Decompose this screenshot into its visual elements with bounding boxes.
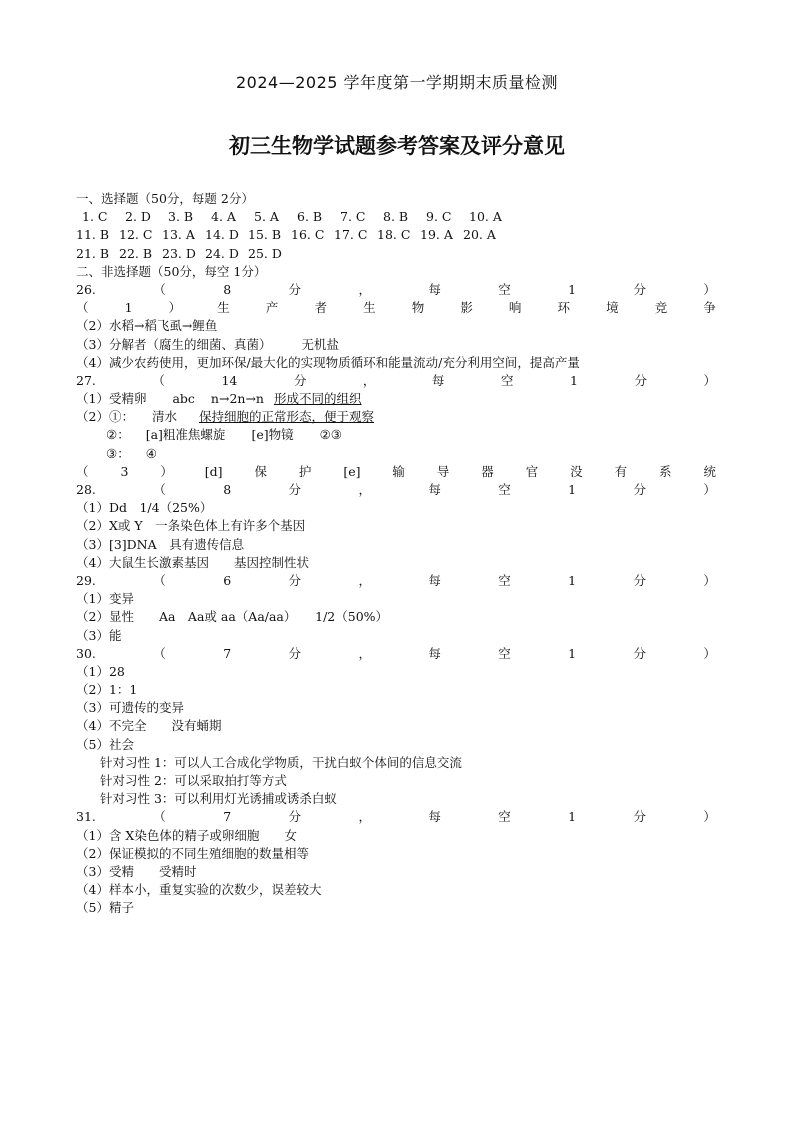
question-29-answer-3: （3）能	[76, 627, 122, 643]
choice-answer: 21. B	[76, 245, 110, 261]
question-28-header	[76, 481, 716, 499]
spread-token: 每	[428, 572, 441, 588]
choice-answer: 6. B	[297, 209, 323, 225]
spread-token: ）	[703, 645, 716, 661]
spread-token: 分	[288, 645, 302, 661]
spread-token: 8	[223, 482, 232, 497]
spread-token: 空	[498, 645, 511, 661]
spread-token: 26.	[76, 281, 96, 297]
spread-token: 30.	[76, 645, 96, 661]
answer-part: 保持细胞的正常形态，便于观察	[198, 409, 374, 425]
spread-token: ）	[703, 572, 716, 588]
spread-token: （	[153, 482, 166, 497]
question-30-answer-3: （3）可遗传的变异	[76, 700, 184, 716]
spread-token: 1	[568, 572, 577, 588]
spread-token: 分	[288, 809, 302, 825]
answer-part: 无机盐	[301, 336, 339, 352]
question-28-answer-4: （4）大鼠生长激素基因 基因控制性状	[76, 554, 309, 570]
choice-answer: 11. B	[76, 227, 110, 243]
spread-token: 1	[568, 281, 577, 297]
choice-answer: 12. C	[119, 227, 153, 243]
spread-token: 影	[460, 300, 473, 316]
choice-answer: 24. D	[205, 245, 239, 261]
answer-part: n→2n→n	[210, 391, 264, 407]
spread-token: 每	[428, 281, 441, 297]
spread-token: ）	[168, 300, 182, 316]
spread-token: 28.	[76, 482, 96, 497]
answer-part: （2）①：	[76, 409, 134, 425]
spread-token: 护	[298, 463, 312, 479]
spread-token: 响	[508, 300, 522, 316]
spread-token: 系	[659, 463, 672, 479]
question-27-header	[76, 372, 716, 390]
spread-token: 分	[633, 572, 647, 588]
question-31-header	[76, 808, 716, 826]
answer-part: 清水	[151, 409, 177, 425]
question-30-habit-2: 针对习性 2：可以采取拍打等方式	[100, 773, 287, 788]
spread-token: 每	[428, 809, 441, 825]
spread-token: ，	[358, 482, 371, 497]
spread-token: ，	[358, 809, 371, 825]
question-30-header	[76, 645, 716, 663]
spread-token: 分	[288, 281, 302, 297]
choice-answer: 8. B	[383, 209, 409, 225]
spread-token: （	[153, 645, 166, 661]
question-31-answer-5: （5）精子	[76, 900, 134, 916]
spread-token: 有	[614, 463, 628, 479]
spread-token: ，	[358, 572, 371, 588]
document-title: 初三生物学试题参考答案及评分意见	[229, 134, 565, 158]
spread-token: 生	[363, 300, 376, 316]
choice-answer: 16. C	[291, 227, 325, 243]
question-26-header	[76, 281, 716, 299]
choice-answer: 19. A	[420, 227, 453, 243]
question-27-answer-2	[76, 408, 716, 426]
spread-token: 7	[223, 809, 232, 825]
answer-key-body	[76, 190, 716, 918]
choice-answer: 3. B	[168, 209, 194, 225]
question-31-answer-2: （2）保证模拟的不同生殖细胞的数量相等	[76, 845, 309, 861]
section-heading-choice: 一、选择题（50分，每题 2分）	[76, 191, 254, 206]
spread-token: 分	[288, 482, 302, 497]
spread-token: ）	[160, 463, 173, 479]
choice-answer: 10. A	[469, 209, 502, 225]
spread-token: ）	[703, 372, 716, 388]
answer-part: [e]物镜	[251, 427, 294, 443]
choice-answer: 13. A	[162, 227, 195, 243]
answer-part: （1）受精卵	[76, 391, 147, 407]
spread-token: 竞	[654, 300, 668, 316]
choice-answer: 2. D	[125, 209, 151, 225]
spread-token: （	[76, 463, 89, 479]
choice-answer: 22. B	[119, 245, 153, 261]
spread-token: 每	[431, 372, 445, 388]
question-26-answer-3	[76, 336, 716, 354]
spread-token: 1	[124, 300, 133, 316]
choice-answer: 9. C	[426, 209, 452, 225]
spread-token: 分	[633, 809, 647, 825]
question-30-answer-4: （4）不完全 没有蛹期	[76, 718, 222, 734]
answer-part: ③：	[106, 445, 130, 461]
question-27-answer-5	[76, 463, 716, 481]
spread-token: 每	[428, 645, 441, 661]
spread-token: ，	[362, 372, 376, 388]
question-30-answer-1: （1）28	[76, 663, 125, 679]
spread-token: 3	[120, 463, 129, 479]
question-31-answer-4: （4）样本小，重复实验的次数少，误差较大	[76, 882, 322, 898]
question-30-habit-1: 针对习性 1：可以人工合成化学物质，干扰白蚁个体间的信息交流	[100, 754, 462, 770]
choice-answers-row-2	[76, 226, 716, 244]
spread-token: 空	[498, 809, 511, 825]
spread-token: 空	[498, 572, 511, 588]
spread-token: 每	[428, 482, 441, 497]
answer-part: （3）分解者（腐生的细菌、真菌）	[76, 336, 272, 352]
spread-token: 空	[498, 482, 511, 497]
choice-answer: 1. C	[82, 209, 108, 225]
answer-part: ②：	[106, 427, 130, 443]
spread-token: 分	[633, 482, 647, 497]
spread-token: 1	[568, 645, 577, 661]
question-26-answer-2: （2）水稻→稻飞虱→鲤鱼	[76, 318, 218, 334]
question-27-answer-3	[76, 426, 716, 444]
spread-token: 保	[254, 463, 267, 479]
spread-token: 分	[634, 372, 647, 388]
spread-token: 1	[569, 372, 578, 388]
spread-token: 争	[703, 300, 716, 316]
question-29-answer-1: （1）变异	[76, 591, 134, 607]
spread-token: 没	[570, 463, 583, 479]
choice-answers-row-1	[76, 208, 716, 226]
spread-token: 环	[557, 300, 571, 316]
choice-answer: 23. D	[162, 245, 196, 261]
spread-token: 空	[498, 281, 511, 297]
spread-token: 分	[293, 372, 307, 388]
spread-token: 导	[436, 463, 450, 479]
spread-token: 空	[500, 372, 514, 388]
choice-answer: 4. A	[211, 209, 236, 225]
spread-token: 6	[223, 572, 232, 588]
spread-token: （	[76, 300, 89, 316]
question-30-answer-2: （2）1：1	[76, 682, 138, 698]
spread-token: 官	[525, 463, 539, 479]
spread-token: 分	[633, 645, 647, 661]
question-28-answer-3: （3）[3]DNA 具有遗传信息	[76, 536, 245, 552]
choice-answer: 7. C	[340, 209, 366, 225]
spread-token: ）	[703, 809, 716, 825]
spread-token: [e]	[343, 463, 361, 479]
spread-token: 输	[392, 463, 405, 479]
exam-header: 2024—2025 学年度第一学期期末质量检测	[235, 73, 559, 92]
spread-token: 产	[265, 300, 279, 316]
spread-token: 1	[568, 482, 577, 497]
choice-answer: 14. D	[205, 227, 239, 243]
spread-token: 7	[223, 645, 232, 661]
choice-answer: 17. C	[334, 227, 368, 243]
question-26-answer-4: （4）减少农药使用，更加环保/最大化的实现物质循环和能量流动/充分利用空间，提高产量	[76, 354, 580, 370]
answer-part: 形成不同的组织	[273, 391, 362, 407]
spread-token: ）	[703, 482, 716, 497]
answer-part: ④	[145, 445, 157, 461]
spread-token: 器	[481, 463, 494, 479]
question-29-header	[76, 572, 716, 590]
question-26-answer-1	[76, 299, 716, 317]
choice-answer: 20. A	[463, 227, 496, 243]
question-28-answer-1: （1）Dd 1/4（25%）	[76, 500, 213, 516]
choice-answers-row-3	[76, 245, 716, 263]
spread-token: 1	[568, 809, 577, 825]
spread-token: 物	[411, 300, 425, 316]
spread-token: （	[152, 372, 165, 388]
spread-token: 者	[314, 300, 327, 316]
spread-token: 生	[217, 300, 230, 316]
spread-token: （	[153, 809, 166, 825]
spread-token: （	[153, 281, 166, 297]
spread-token: 27.	[76, 372, 96, 388]
spread-token: 14	[221, 372, 238, 388]
spread-token: 境	[606, 300, 619, 316]
spread-token: ）	[703, 281, 716, 297]
question-27-answer-4	[76, 445, 716, 463]
spread-token: 31.	[76, 809, 96, 825]
spread-token: 分	[633, 281, 647, 297]
section-heading-nonchoice: 二、非选择题（50分，每空 1分）	[76, 263, 267, 279]
spread-token: ，	[358, 281, 371, 297]
answer-part: ②③	[319, 427, 343, 443]
spread-token: ，	[358, 645, 371, 661]
question-27-answer-1	[76, 390, 716, 408]
question-28-answer-2: （2）X或 Y 一条染色体上有许多个基因	[76, 518, 306, 534]
question-29-answer-2: （2）显性 Aa Aa或 aa（Aa/aa） 1/2（50%）	[76, 609, 389, 625]
spread-token: 分	[288, 572, 302, 588]
question-31-answer-1: （1）含 X染色体的精子或卵细胞 女	[76, 827, 297, 843]
question-30-answer-5: （5）社会	[76, 736, 134, 752]
choice-answer: 15. B	[248, 227, 282, 243]
spread-token: 8	[223, 281, 232, 297]
spread-token: [d]	[204, 463, 223, 479]
answer-part: [a]粗准焦螺旋	[145, 427, 226, 443]
question-30-habit-3: 针对习性 3：可以利用灯光诱捕或诱杀白蚁	[100, 791, 337, 807]
question-31-answer-3: （3）受精 受精时	[76, 863, 197, 879]
spread-token: 统	[703, 463, 716, 479]
choice-answer: 5. A	[254, 209, 279, 225]
choice-answer: 25. D	[248, 245, 282, 261]
answer-part: abc	[172, 391, 195, 407]
spread-token: 29.	[76, 572, 96, 588]
spread-token: （	[153, 572, 166, 588]
choice-answer: 18. C	[377, 227, 411, 243]
